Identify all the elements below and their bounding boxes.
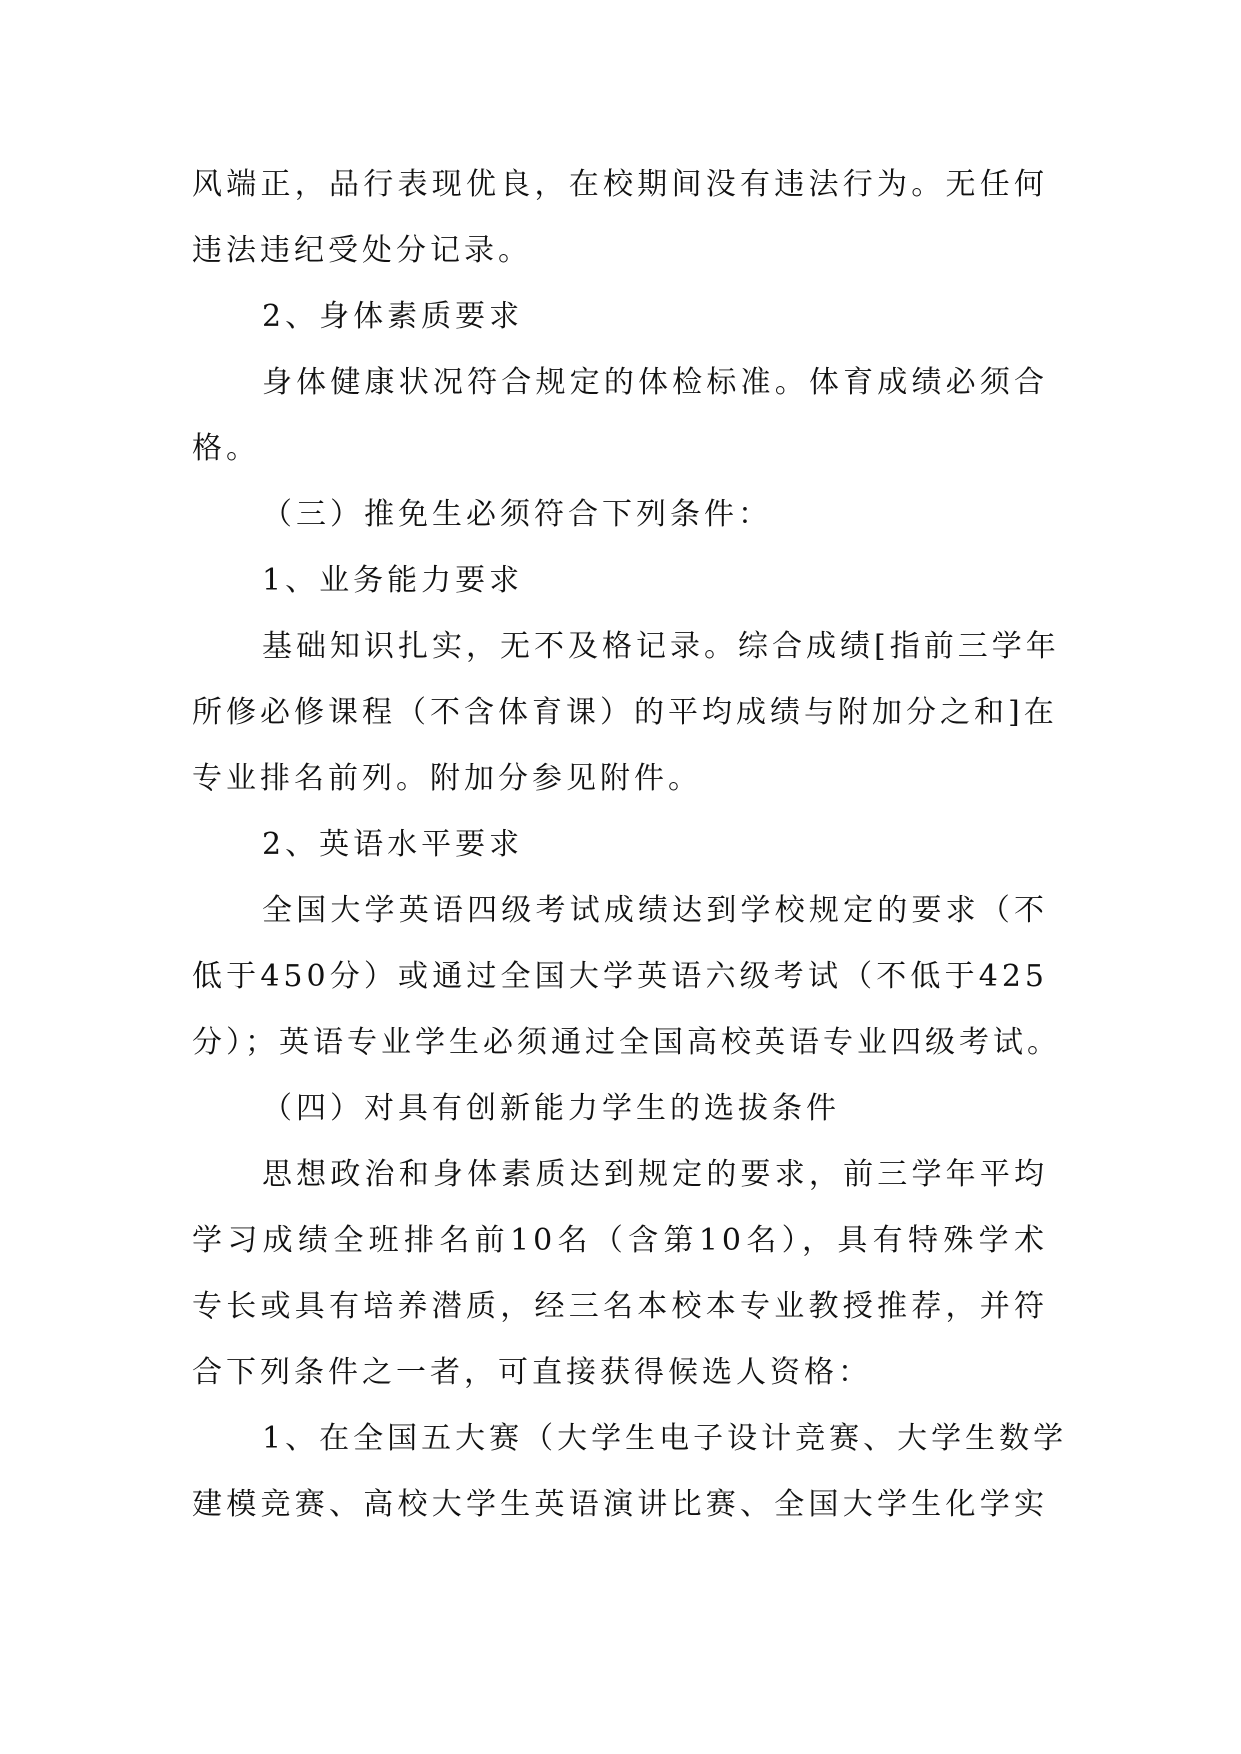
text-line: 专业排名前列。附加分参见附件。 [192,761,702,796]
text-line: 低于450分）或通过全国大学英语六级考试（不低于425 [192,959,1048,994]
text-line: 专长或具有培养潜质，经三名本校本专业教授推荐，并符 [192,1289,1048,1324]
text-line: 思想政治和身体素质达到规定的要求，前三学年平均 [262,1157,1048,1192]
text-line: 所修必修课程（不含体育课）的平均成绩与附加分之和]在 [192,695,1058,730]
text-line: 建模竞赛、高校大学生英语演讲比赛、全国大学生化学实 [192,1487,1048,1522]
section-heading: 1、业务能力要求 [262,563,524,598]
text-line: 分）；英语专业学生必须通过全国高校英语专业四级考试。 [192,1025,1061,1060]
text-line: 学习成绩全班排名前10名（含第10名），具有特殊学术 [192,1223,1048,1258]
text-line: 基础知识扎实，无不及格记录。综合成绩[指前三学年 [262,629,1060,664]
text-line: 合下列条件之一者，可直接获得候选人资格： [192,1355,872,1390]
text-line: 全国大学英语四级考试成绩达到学校规定的要求（不 [262,893,1048,928]
text-line: 风端正，品行表现优良，在校期间没有违法行为。无任何 [192,167,1048,202]
text-line: 身体健康状况符合规定的体检标准。体育成绩必须合 [262,365,1048,400]
section-heading: 2、身体素质要求 [262,299,524,334]
text-line: 违法违纪受处分记录。 [192,233,532,268]
section-heading: （三）推免生必须符合下列条件： [262,497,772,532]
section-heading: 2、英语水平要求 [262,827,524,862]
text-line: 格。 [192,431,260,466]
text-line: 1、在全国五大赛（大学生电子设计竞赛、大学生数学 [262,1421,1068,1456]
section-heading: （四）对具有创新能力学生的选拔条件 [262,1091,840,1126]
